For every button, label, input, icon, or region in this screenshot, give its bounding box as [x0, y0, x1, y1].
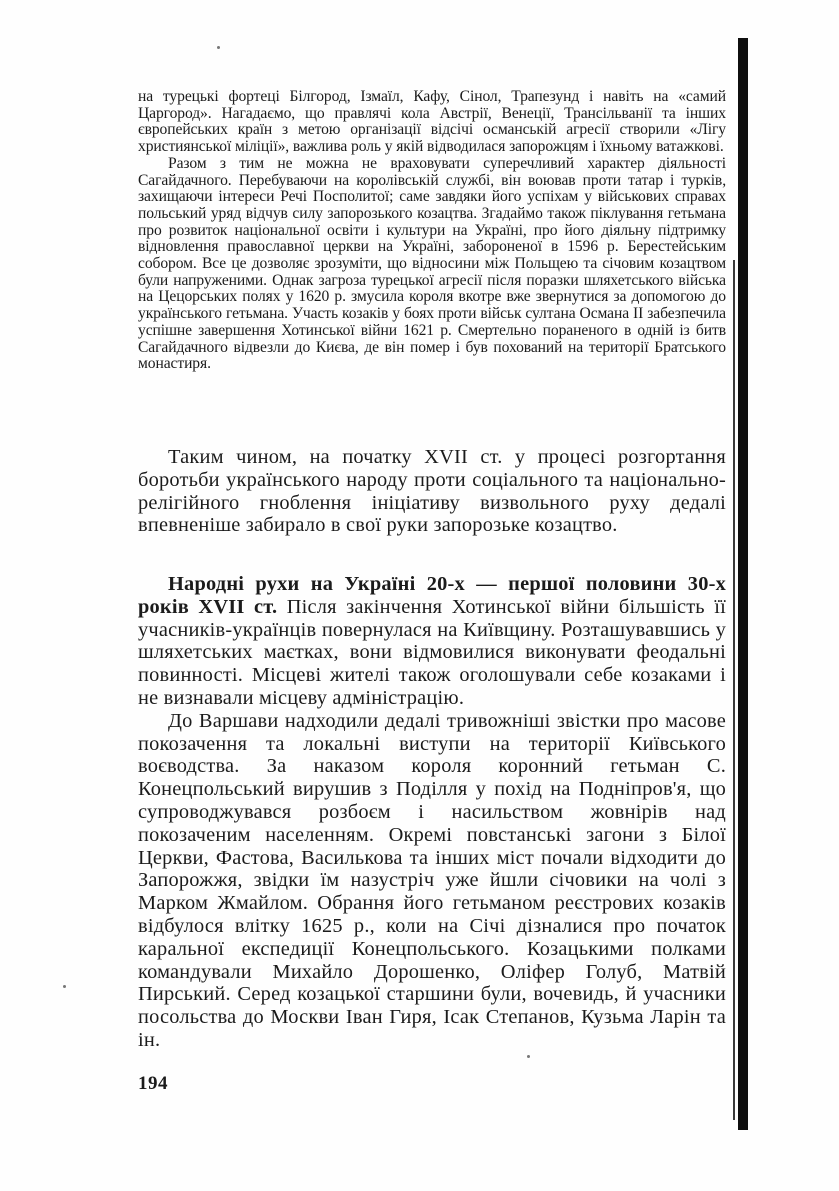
section-block	[138, 573, 726, 1052]
paragraph-sahaidachny: Разом з тим не можна не враховувати суперечливий характер діяльності Сагайдачного. Перебуваючи на королівській службі, він воював проти татар і турків, захищаючи інтереси Речі Посполитої; саме завдяки його успіхам у військових справах польський уряд відчув силу запорозького козацтва. Згадаймо також піклування гетьмана про розвиток національної освіти і культури на Україні, про його діяльну підтримку відновлення православної церкви на Україні, забороненої в 1596 р. Берестейським собором. Все це дозволяє зрозуміти, що відносини між Польщею та січовим козацтвом були напруженими. Однак загроза турецької агресії після поразки шляхетського війська на Цецорських полях у 1620 р. змусила короля вкотре вже звернутися за допомогою до українського гетьмана. Участь козаків у боях проти військ султана Османа II забезпечила успішне завершення Хотинської війни 1621 р. Смертельно пораненого в одній із битв Сагайдачного відвезли до Києва, де він помер і був похований на території Братського монастиря.	[138, 154, 726, 373]
paragraph-summary: Таким чином, на початку XVII ст. у процесі розгортання боротьби українського народу проти соціального та національно-релігійного гноблення ініціативу визвольного руху дедалі впевненіше забирало в свої руки запорозьке козацтво.	[138, 446, 726, 537]
book-spine-shadow	[738, 38, 748, 1130]
speck	[63, 985, 66, 988]
paragraph-continuation: на турецькі фортеці Білгород, Ізмаїл, Кафу, Сінол, Трапезунд і навіть на «самий Царгород». Нагадаємо, що правлячі кола Австрії, Венеції, Трансільванії та інших європейських країн з метою організації відсічі османській агресії створили «Лігу християнської міліції», важлива роль у якій відводилася запорожцям і їхньому ватажкові.	[138, 88, 726, 156]
book-spine-edge	[733, 260, 735, 1120]
page-number: 194	[138, 1073, 168, 1094]
section-lead-text: Після закінчення Хотинської війни більшість її учасників-українців повернулася на Київщину. Розташувавшись у шляхетських маєтках, вони відмовилися виконувати феодальні повинності. Місцеві жителі також оголошували себе козаками і не визнавали місцеву адміністрацію.	[138, 595, 726, 709]
section-paragraph	[138, 573, 726, 710]
paragraph-warsaw: До Варшави надходили дедалі тривожніші звістки про масове покозачення та локальні виступи на території Київського воєводства. За наказом короля коронний гетьман С. Конецпольський вирушив з Поділля у похід на Подніпров'я, що супроводжувався розбоєм і насильством жовнірів над покозаченим населенням. Окремі повстанські загони з Білої Церкви, Фастова, Василькова та інших міст почали відходити до Запорожжя, звідки їм назустріч уже йшли січовики на чолі з Марком Жмайлом. Обрання його гетьманом реєстрових козаків відбулося влітку 1625 р., коли на Січі дізналися про початок каральної експедиції Конецпольського. Козацькими полками командували Михайло Дорошенко, Оліфер Голуб, Матвій Пирський. Серед козацької старшини були, вочевидь, й учасники посольства до Москви Іван Гиря, Ісак Степанов, Кузьма Ларін та ін.	[138, 709, 726, 1051]
summary-block	[138, 446, 726, 537]
small-print-block	[138, 89, 726, 373]
speck	[217, 46, 220, 49]
section-heading: Народні рухи на Україні 20-х — першої половини 30-х років XVII ст.	[138, 573, 726, 618]
speck	[527, 1055, 530, 1058]
